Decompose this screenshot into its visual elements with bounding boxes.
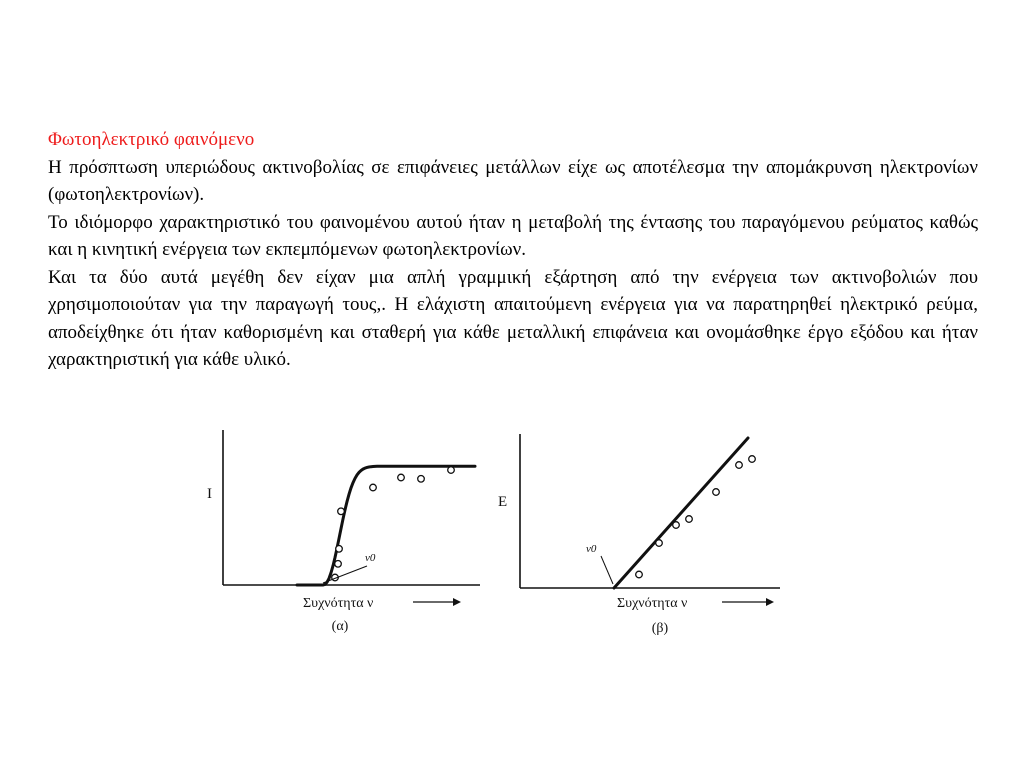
current-curve <box>297 466 475 585</box>
threshold-pointer <box>601 556 613 584</box>
x-axis-arrowhead <box>766 598 774 606</box>
chart-current-vs-frequency <box>195 420 485 645</box>
data-point <box>636 571 643 578</box>
slide-text <box>48 126 978 374</box>
chart-energy-vs-frequency <box>490 420 785 645</box>
y-axis-label: E <box>498 494 508 510</box>
paragraph-1: Η πρόσπτωση υπεριώδους ακτινοβολίας σε επιφάνειες μετάλλων είχε ως αποτέλεσμα την απομάκρυνση ηλεκτρονίων (φωτοηλεκτρονίων). <box>48 156 978 205</box>
threshold-label: ν0 <box>586 543 597 555</box>
data-point <box>448 467 455 474</box>
x-axis-label: Συχνότητα ν <box>303 596 374 611</box>
paragraph-2: Το ιδιόμορφο χαρακτηριστικό του φαινομένου αυτού ήταν η μεταβολή της έντασης του παραγόμενου ρεύματος καθώς και η κινητική ενέργεια των εκπεμπόμενων φωτοηλεκτρονίων. <box>48 211 978 260</box>
data-point <box>370 484 377 491</box>
data-point <box>686 516 693 523</box>
data-point <box>338 508 345 515</box>
data-point <box>713 489 720 496</box>
data-point <box>656 540 663 547</box>
data-point <box>749 456 756 463</box>
y-axis-label: I <box>207 486 212 502</box>
data-point <box>336 546 343 553</box>
data-point <box>398 474 405 481</box>
data-point <box>335 561 342 568</box>
data-point <box>673 522 680 529</box>
panel-label-b: (β) <box>651 621 669 636</box>
x-axis-arrowhead <box>453 598 461 606</box>
threshold-label: ν0 <box>365 552 376 564</box>
paragraph-3: Και τα δύο αυτά μεγέθη δεν είχαν μια απλή γραμμική εξάρτηση από την ενέργεια των ακτινοβολιών που χρησιμοποιούταν για την παραγωγή τους,. Η ελάχιστη απαιτούμενη ενέργεια για να παρατηρηθεί ηλεκτρικό ρεύμα, αποδείχθηκε ότι ήταν καθορισμένη και σταθερή για κάθε μεταλλική επιφάνεια και ονομάσθηκε έργο εξόδου και ήταν χαρακτηριστική για κάθε υλικό. <box>48 266 978 370</box>
slide-heading: Φωτοηλεκτρικό φαινόμενο <box>48 129 255 150</box>
data-point <box>418 476 425 483</box>
panel-label-a: (α) <box>331 619 349 634</box>
data-point <box>736 462 743 469</box>
x-axis-label: Συχνότητα ν <box>617 596 688 611</box>
energy-line <box>614 438 748 588</box>
